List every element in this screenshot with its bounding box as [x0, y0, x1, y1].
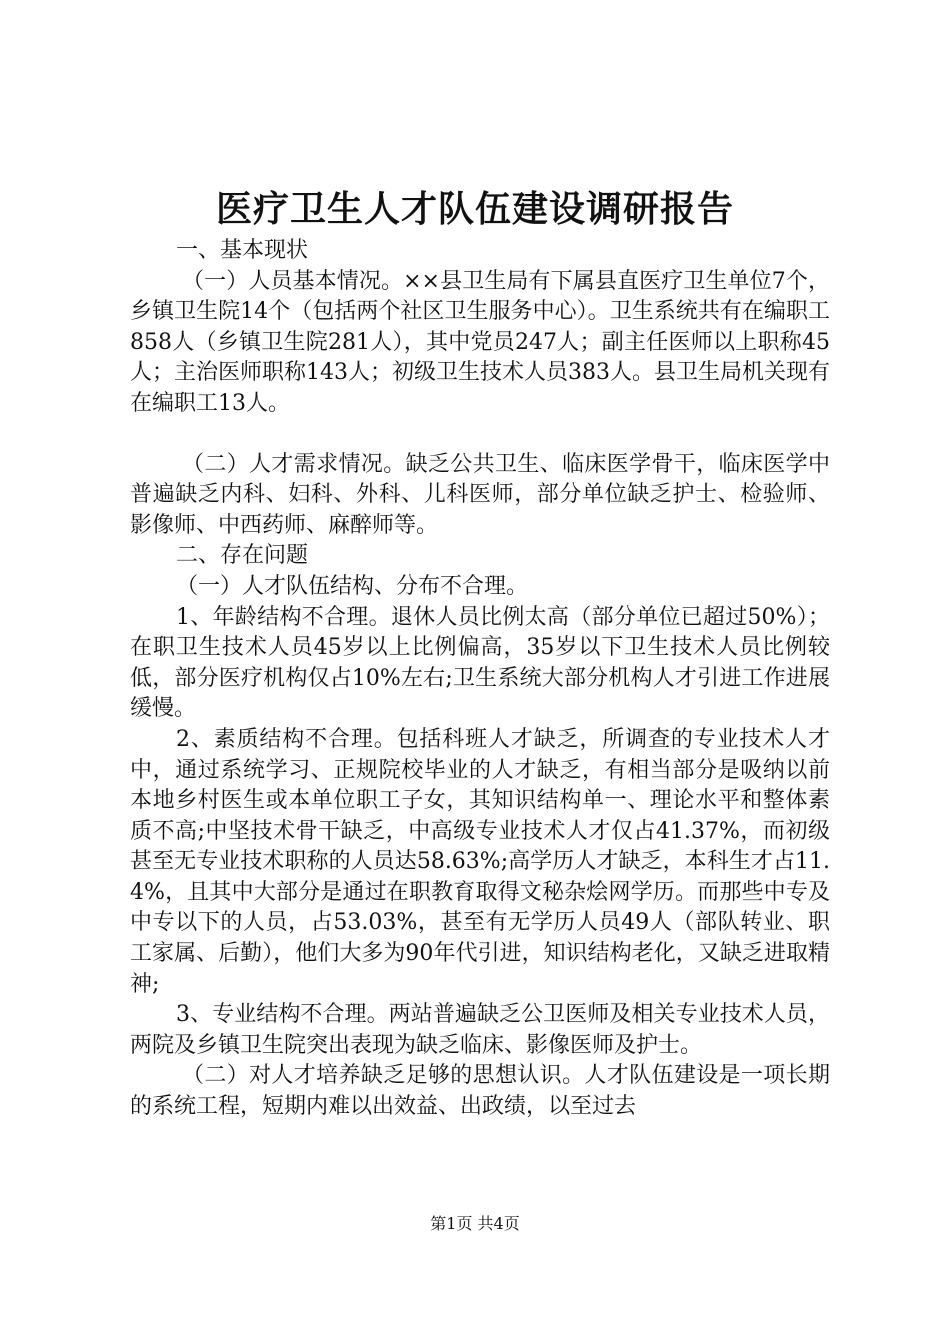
paragraph-quality-structure: 2、素质结构不合理。包括科班人才缺乏，所调查的专业技术人才中，通过系统学习、正规院校毕业的人才缺乏，有相当部分是吸纳以前本地乡村医生或本单位职工子女，其知识结构单一、理论水平和整体素质不高;中坚技术骨干缺乏，中高级专业技术人才仅占41.37%，而初级甚至无专业技术职称的人员达58.63%;高学历人才缺乏，本科生才占11.4%，且其中大部分是通过在职教育取得文秘杂烩网学历。而那些中专及中专以下的人员，占53.03%，甚至有无学历人员49人（部队转业、职工家属、后勤），他们大多为90年代引进，知识结构老化，又缺乏进取精神; [130, 726, 830, 997]
page-number-footer: 第1页 共4页 [430, 1214, 520, 1233]
section-heading-problems: 二、存在问题 [176, 543, 309, 569]
section-heading-basic-status: 一、基本现状 [176, 238, 309, 263]
paragraph-professional-structure: 3、专业结构不合理。两站普遍缺乏公卫医师及相关专业技术人员，两院及乡镇卫生院突出表现为缺乏临床、影像医师及护士。 [130, 1002, 830, 1058]
paragraph-training-awareness: （二）对人才培养缺乏足够的思想认识。人才队伍建设是一项长期的系统工程，短期内难以出效益、出政绩，以至过去 [130, 1063, 830, 1120]
paragraph-talent-demand: （二）人才需求情况。缺乏公共卫生、临床医学骨干，临床医学中普遍缺乏内科、妇科、外科、儿科医师，部分单位缺乏护士、检验师、影像师、中西药师、麻醉师等。 [130, 451, 830, 538]
document-title: 医疗卫生人才队伍建设调研报告 [215, 188, 734, 230]
subheading-structure-distribution: （一）人才队伍结构、分布不合理。 [176, 573, 529, 599]
paragraph-age-structure: 1、年龄结构不合理。退休人员比例太高（部分单位已超过50%）；在职卫生技术人员45岁以上比例偏高，35岁以下卫生技术人员比例较低，部分医疗机构仅占10%左右;卫生系统大部分机构人才引进工作进展缓慢。 [130, 604, 830, 722]
paragraph-spacer [130, 420, 830, 450]
document-body [130, 236, 830, 1123]
paragraph-personnel-basics: （一）人员基本情况。××县卫生局有下属县直医疗卫生单位7个，乡镇卫生院14个（包括两个社区卫生服务中心）。卫生系统共有在编职工858人（乡镇卫生院281人），其中党员247人；副主任医师以上职称45人；主治医师职称143人；初级卫生技术人员383人。县卫生局机关现有在编职工13人。 [130, 268, 830, 416]
